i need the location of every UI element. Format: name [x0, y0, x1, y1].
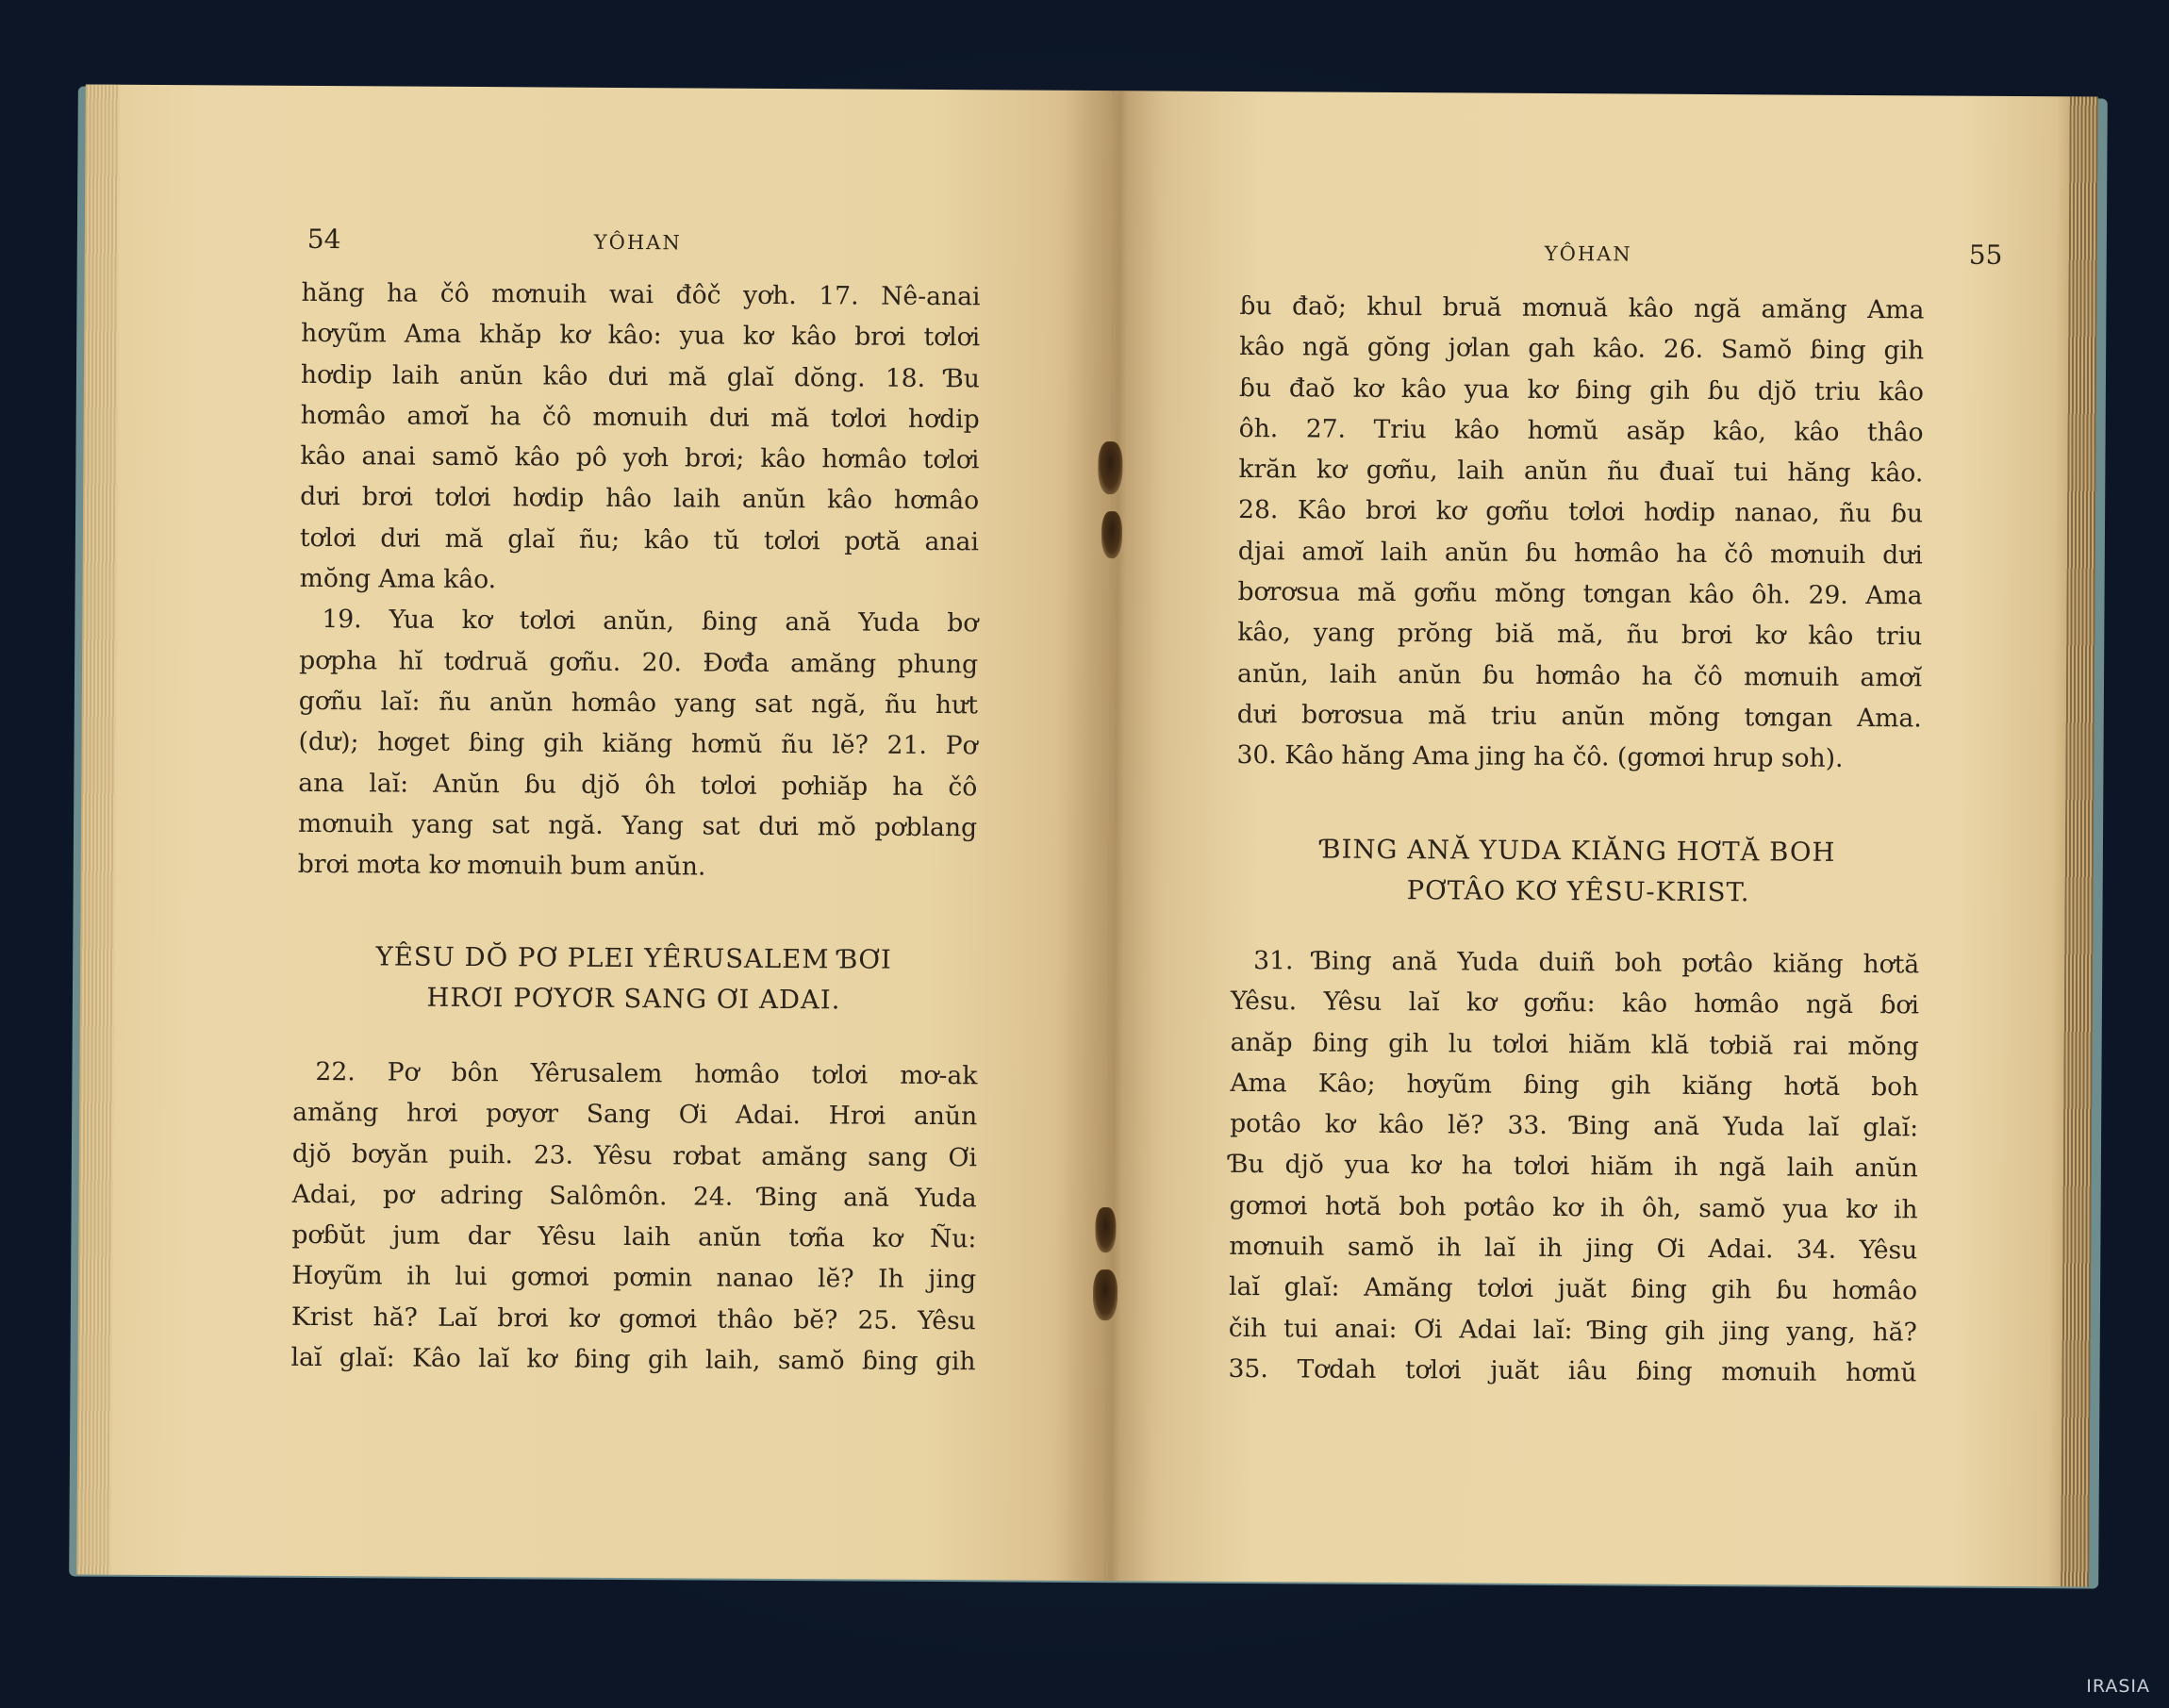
left-page-number: 54	[306, 223, 341, 256]
left-text-block-1	[298, 273, 981, 889]
text-line: anŭn, laih anŭn ɓu hơmâo ha čô mơnuih amơĭ	[1236, 658, 1923, 693]
text-line: mŏng Ama kâo.	[299, 563, 497, 595]
text-line: Krist hă? Laĭ brơi kơ gơmơi thâo bĕ? 25. Yêsu	[290, 1302, 976, 1336]
text-line: pơɓŭt jum dar Yêsu laih anŭn tơña kơ Ñu:	[291, 1220, 977, 1254]
right-text-block-1	[1236, 286, 1924, 780]
text-line: bơrơsua mă gơñu mŏng tơngan kâo ôh. 29. Ama	[1237, 577, 1923, 611]
text-line: mơnuih yang sat ngă. Yang sat dưi mŏ pơblang	[297, 808, 978, 843]
text-line: gơñu laĭ: ñu anŭn hơmâo yang sat ngă, ñu hưt	[298, 686, 978, 721]
text-line: djŏ bơyăn puih. 23. Yêsu rơbat amăng sang Ơi	[291, 1138, 978, 1172]
text-line: krăn kơ gơñu, laih anŭn ñu đuaĭ tui hăng kâo.	[1238, 455, 1924, 489]
text-line: ɓu đaŏ kơ kâo yua kơ ɓing gih ɓu djŏ triu kâo	[1238, 373, 1924, 407]
text-line: 31. Ɓing ană Yuda duiñ boh pơtâo kiăng hơtă	[1253, 946, 1920, 980]
text-line: laĭ glaĭ: Kâo laĭ kơ ɓing gih laih, samŏ ɓing gih	[290, 1342, 976, 1377]
left-heading-line-1: YÊSU DŎ PƠ PLEI YÊRUSALEM ƁƠI	[375, 941, 892, 975]
text-line: mơnuih samŏ ih laĭ ih jing Ơi Adai. 34. Yêsu	[1229, 1232, 1918, 1266]
text-line: gơmơi hơtă boh pơtâo kơ ih ôh, samŏ yua kơ ih	[1229, 1190, 1918, 1225]
text-line: ana laĭ: Anŭn ɓu djŏ ôh tơlơi pơhiăp ha čô	[298, 768, 978, 802]
text-line: 22. Pơ bôn Yêrusalem hơmâo tơlơi mơ-ak	[315, 1057, 978, 1091]
text-line: 28. Kâo brơi kơ gơñu tơlơi hơdip nanao, ñu ɓu	[1238, 495, 1924, 529]
binding-thread-3	[1095, 1207, 1116, 1252]
left-heading-line-2: HRƠI PƠYƠR SANG ƠI ADAI.	[426, 982, 841, 1016]
left-page	[76, 84, 1114, 1581]
left-running-title: YÔHAN	[593, 230, 682, 255]
text-line: Hơyũm ih lui gơmơi pơmin nanao lĕ? Ih jing	[291, 1261, 977, 1295]
open-book	[76, 84, 2098, 1586]
text-line: amăng hrơi pơyơr Sang Ơi Adai. Hrơi anŭn	[292, 1098, 978, 1132]
text-line: laĭ glaĭ: Amăng tơlơi juăt ɓing gih ɓu hơmâo	[1228, 1272, 1918, 1306]
text-line: Adai, pơ adring Salômôn. 24. Ɓing ană Yuda	[291, 1179, 977, 1214]
text-line: Ama Kâo; hơyũm ɓing gih kiăng hơtă boh	[1230, 1068, 1919, 1103]
text-line: anăp ɓing gih lu tơlơi hiăm klă tơbiă rai mŏng	[1230, 1027, 1919, 1061]
text-line: (dư); hơget ɓing gih kiăng hơmŭ ñu lĕ? 21. Pơ	[298, 727, 978, 761]
text-line: tơlơi dưi mă glaĭ ñu; kâo tŭ tơlơi pơtă anai	[299, 522, 979, 557]
text-line: čih tui anai: Ơi Adai laĭ: Ɓing gih jing yang, hă?	[1228, 1313, 1917, 1348]
text-line: hơyũm Ama khăp kơ kâo: yua kơ kâo brơi tơlơi	[301, 319, 981, 353]
text-line: kâo ngă gŏng jơlan gah kâo. 26. Samŏ ɓing gih	[1239, 332, 1925, 366]
binding-thread-4	[1093, 1269, 1118, 1320]
text-line: Ɓu djŏ yua kơ ha tơlơi hiăm ih ngă laih anŭn	[1229, 1150, 1918, 1184]
text-line: 35. Tơdah tơlơi juăt iâu ɓing mơnuih hơmŭ	[1228, 1353, 1917, 1388]
text-line: djai amơĭ laih anŭn ɓu hơmâo ha čô mơnuih dưi	[1237, 536, 1923, 571]
text-line: 19. Yua kơ tơlơi anŭn, ɓing ană Yuda bơ	[322, 605, 979, 638]
text-line: Yêsu. Yêsu laĭ kơ gơñu: kâo hơmâo ngă ɓơi	[1230, 987, 1920, 1020]
text-line: ôh. 27. Triu kâo hơmŭ asăp kâo, kâo thâo	[1238, 413, 1924, 448]
left-text-block-2	[290, 1052, 977, 1383]
right-text-block-2	[1228, 940, 1919, 1394]
binding-thread-2	[1101, 511, 1122, 558]
text-line: hăng ha čô mơnuih wai đôč yơh. 17. Nê-anai	[301, 277, 981, 312]
text-line: kâo anai samŏ kâo pô yơh brơi; kâo hơmâo tơlơi	[300, 441, 980, 475]
right-section-heading	[1232, 829, 1927, 914]
binding-thread-1	[1098, 441, 1122, 494]
right-page	[1104, 91, 2098, 1586]
right-heading-line-2: PƠTÂO KƠ YÊSU-KRIST.	[1406, 875, 1750, 908]
text-line: dưi bơrơsua mă triu anŭn mŏng tơngan Ama.	[1236, 699, 1922, 734]
right-running-title: YÔHAN	[1544, 241, 1632, 266]
text-line: dưi brơi tơlơi hơdip hâo laih anŭn kâo hơmâo	[300, 482, 980, 516]
text-line: kâo, yang prŏng biă mă, ñu brơi kơ kâo triu	[1237, 618, 1923, 652]
text-line: pơpha hĭ tơdruă gơñu. 20. Đơđa amăng phung	[299, 645, 979, 679]
right-heading-line-1: ƁING ANĂ YUDA KIĂNG HƠTĂ BOH	[1321, 834, 1836, 868]
right-page-number: 55	[1968, 239, 2003, 271]
text-line: brơi mơta kơ mơnuih bum anŭn.	[297, 850, 706, 882]
text-line: hơmâo amơĭ ha čô mơnuih dưi mă tơlơi hơdip	[300, 400, 980, 435]
text-line: 30. Kâo hăng Ama jing ha čô. (gơmơi hrup soh).	[1236, 740, 1844, 774]
left-section-heading	[290, 937, 979, 1021]
text-line: ɓu đaŏ; khul bruă mơnuă kâo ngă amăng Ama	[1239, 290, 1925, 325]
text-line: potâo kơ kâo lĕ? 33. Ɓing ană Yuda laĭ glaĭ:	[1230, 1109, 1919, 1143]
watermark: IRASIA	[2086, 1676, 2150, 1697]
text-line: hơdip laih anŭn kâo dưi mă glaĭ dŏng. 18. Ɓu	[300, 359, 981, 393]
